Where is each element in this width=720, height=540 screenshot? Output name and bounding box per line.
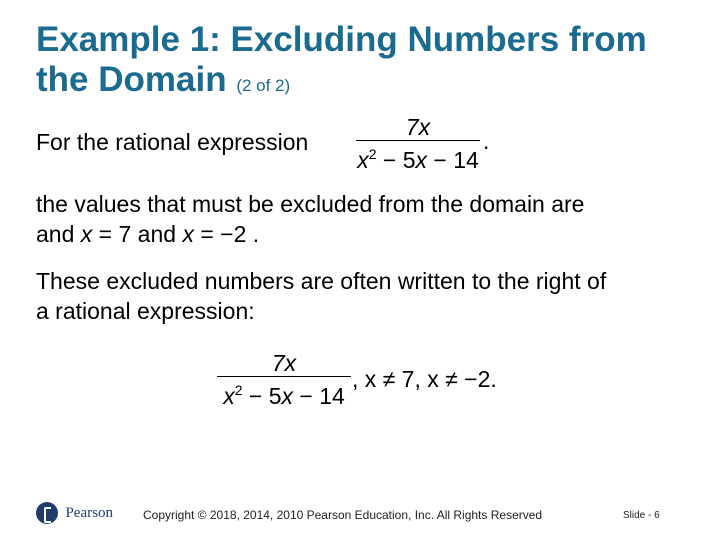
intro-denominator: $x^2 - 5x - 14$ xyxy=(357,146,479,173)
display-conditions: , x ≠ 7, x ≠ −2. xyxy=(352,366,497,392)
copyright-text: Copyright © 2018, 2014, 2010 Pearson Education, Inc. All Rights Reserved xyxy=(143,508,543,522)
display-denominator: $x^2 - 5x - 14$ xyxy=(223,382,345,409)
intro-period: . xyxy=(483,128,490,154)
title-sub: (2 of 2) xyxy=(236,76,291,95)
display-numerator: 7x xyxy=(271,350,297,376)
pearson-logo-text: Pearson xyxy=(65,504,113,521)
note-line-2: a rational expression: xyxy=(36,298,255,324)
slide-number: Slide - 6 xyxy=(623,510,660,521)
slide-title xyxy=(36,20,696,106)
pearson-logo-icon xyxy=(36,502,58,524)
intro-fraction xyxy=(356,114,480,173)
intro-text: For the rational expression xyxy=(36,129,309,155)
title-main: Example 1: Excluding Numbers from the Domain xyxy=(36,20,647,99)
body-line-2: and x = 7 and x = −2 . xyxy=(36,221,260,247)
intro-numerator: 7x xyxy=(405,114,431,140)
note-line-1: These excluded numbers are often written to the right of xyxy=(36,268,607,294)
body-line-1: the values that must be excluded from the domain are xyxy=(36,191,585,217)
display-fraction xyxy=(217,350,351,409)
pearson-logo xyxy=(36,502,113,524)
